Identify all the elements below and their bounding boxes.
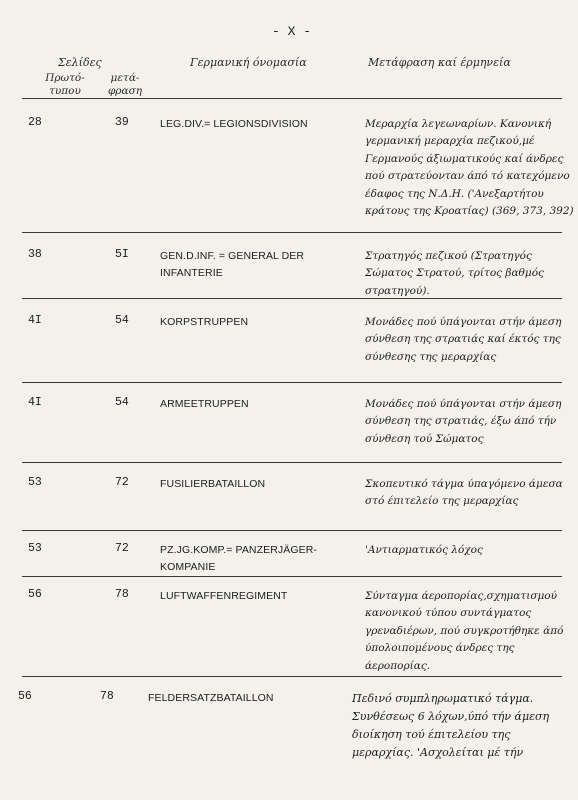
term-description: Σκοπευτικό τάγμα ύπαγόμενο άμεσα στό έπιτελείο της μεραρχίας [365,478,563,508]
german-term: ARMEETRUPPEN [160,398,249,410]
row-divider [22,298,562,299]
header-rule [22,98,562,99]
translation-page: 54 [115,396,129,409]
header-german-name: Γερμανική όνομασία [190,56,307,69]
original-page: 4I [28,396,42,409]
original-page: 28 [28,116,42,129]
german-term: LUFTWAFFENREGIMENT [160,590,288,602]
row-divider [22,530,562,531]
german-term: FUSILIERBATAILLON [160,478,266,490]
german-term: GEN.D.INF. = GENERAL DER INFANTERIE [160,250,305,279]
translation-page: 72 [115,476,129,489]
original-page: 53 [28,476,42,489]
original-page: 56 [28,588,42,601]
german-term: PZ.JG.KOMP.= PANZERJÄGER-KOMPANIE [160,544,318,573]
term-description: Σύνταγμα άεροπορίας,σχηματισμού κανονικού τύπου συντάγματος γρεναδιέρων, πού συγκροτήθηκε άπό ύπολοιπομένους άνδρες της άεροπορίας. [365,590,564,672]
translation-page: 72 [115,542,129,555]
term-description: Μονάδες πού ύπάγονται στήν άμεση σύνθεση της στρατιάς καί έκτός της σύνθεσης της μεραρχίας [365,316,562,363]
term-description: Πεδινό συμπληρωματικό τάγμα. Συνθέσεως 6 λόχων,ύπό τήν άμεση διοίκηση τού έπιτελείου της μεραρχίας. 'Ασχολείται μέ τήν [352,692,550,759]
term-description: Μεραρχία λεγεωναρίων. Κανονική γερμανική μεραρχία πεζικού,μέ Γερμανούς άξιωματικούς καί άνδρες πού στρατεύονταν άπό τό κατεχόμενο έδαφος της Ν.Δ.Η. ('Ανεξαρτήτου κράτους της Κροατίας) (369, 373, 392) [365,118,574,218]
german-term: KORPSTRUPPEN [160,316,249,328]
original-page: 56 [18,690,32,703]
translation-page: 54 [115,314,129,327]
header-translation-interpretation: Μετάφραση καί έρμηνεία [368,56,511,69]
translation-page: 78 [100,690,114,703]
header-pages: Σελίδες [58,56,102,69]
german-term: LEG.DIV.= LEGIONSDIVISION [160,118,308,130]
row-divider [22,382,562,383]
translation-page: 5I [115,248,129,261]
original-page: 38 [28,248,42,261]
page-number: - X - [272,24,312,39]
term-description: 'Αντιαρματικός λόχος [365,544,483,556]
translation-page: 78 [115,588,129,601]
translation-page: 39 [115,116,129,129]
original-page: 53 [28,542,42,555]
original-page: 4I [28,314,42,327]
row-divider [22,576,562,577]
row-divider [22,232,562,233]
row-divider [22,676,562,677]
header-translation: μετά- φραση [107,72,143,97]
row-divider [22,462,562,463]
term-description: Στρατηγός πεζικού (Στρατηγός Σώματος Στρατού, τρίτος βαθμός στρατηγού). [365,250,544,297]
term-description: Μονάδες πού ύπάγονται στήν άμεση σύνθεση της στρατιάς, έξω άπό τήν σύνθεση τού Σώματος [365,398,562,445]
german-term: FELDERSATZBATAILLON [148,692,274,704]
header-original: Πρωτό- τυπου [45,72,85,97]
